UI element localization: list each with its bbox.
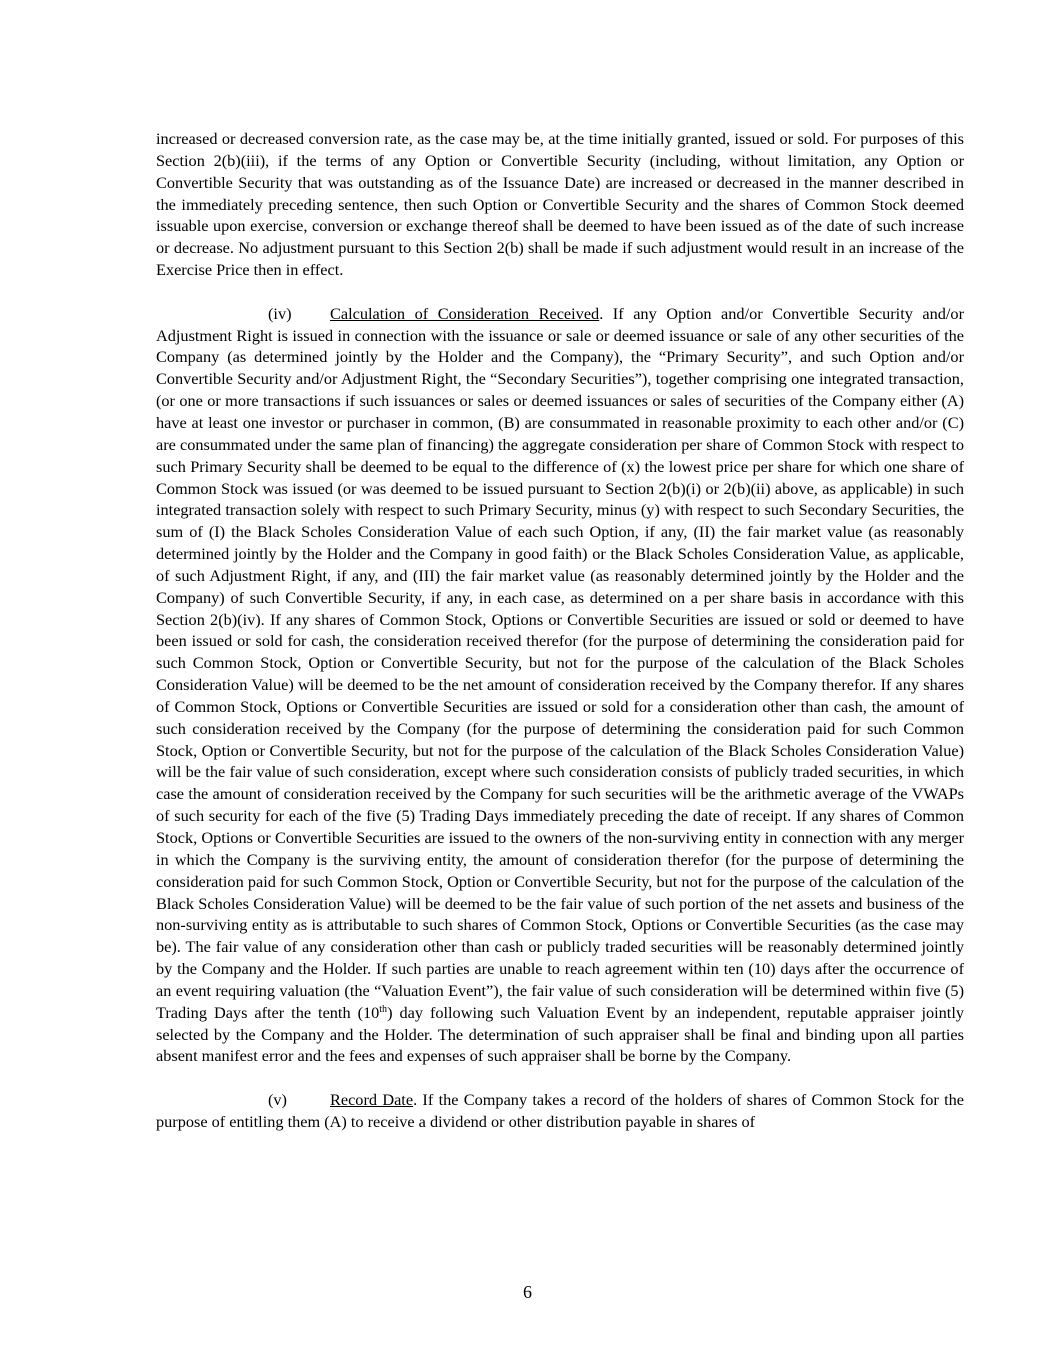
section-v-number: (v) xyxy=(268,1090,287,1110)
document-body xyxy=(156,128,964,1133)
section-iv-body-continued: ) day following such Valuation Event by an independent, reputable appraiser jointly selected by the Company and the Holder. The determination of such appraiser shall be final and binding upon all parties absent manifest error and the fees and expenses of such appraiser shall be borne by the Company. xyxy=(156,1002,964,1066)
section-iv-body: . If any Option and/or Convertible Security and/or Adjustment Right is issued in connection with the issuance or sale or deemed issuance or sale of any other securities of the Company (as determined jointly by the Holder and the Company), the “Primary Security”, and such Option and/or Convertible Security and/or Adjustment Right, the “Secondary Securities”), together comprising one integrated transaction, (or one or more transactions if such issuances or sales or deemed issuances or sales of securities of the Company either (A) have at least one investor or purchaser in common, (B) are consummated in reasonable proximity to each other and/or (C) are consummated under the same plan of financing) the aggregate consideration per share of Common Stock with respect to such Primary Security shall be deemed to be equal to the difference of (x) the lowest price per share for which one share of Common Stock was issued (or was deemed to be issued pursuant to Section 2(b)(i) or 2(b)(ii) above, as applicable) in such integrated transaction solely with respect to such Primary Security, minus (y) with respect to such Secondary Securities, the sum of (I) the Black Scholes Consideration Value of each such Option, if any, (II) the fair market value (as reasonably determined jointly by the Holder and the Company in good faith) or the Black Scholes Consideration Value, as applicable, of such Adjustment Right, if any, and (III) the fair market value (as reasonably determined jointly by the Holder and the Company) of such Convertible Security, if any, in each case, as determined on a per share basis in accordance with this Section 2(b)(iv). If any shares of Common Stock, Options or Convertible Securities are issued or sold or deemed to have been issued or sold for cash, the consideration received therefor (for the purpose of determining the consideration paid for such Common Stock, Option or Convertible Security, but not for the purpose of the calculation of the Black Scholes Consideration Value) will be deemed to be the net amount of consideration received by the Company therefor. If any shares of Common Stock, Options or Convertible Securities are issued or sold for a consideration other than cash, the amount of such consideration received by the Company (for the purpose of determining the consideration paid for such Common Stock, Option or Convertible Security, but not for the purpose of the calculation of the Black Scholes Consideration Value) will be the fair value of such consideration, except where such consideration consists of publicly traded securities, in which case the amount of consideration received by the Company for such securities will be the arithmetic average of the VWAPs of such security for each of the five (5) Trading Days immediately preceding the date of receipt. If any shares of Common Stock, Options or Convertible Securities are issued to the owners of the non-surviving entity in connection with any merger in which the Company is the surviving entity, the amount of consideration therefor (for the purpose of determining the consideration paid for such Common Stock, Option or Convertible Security, but not for the purpose of the calculation of the Black Scholes Consideration Value) will be deemed to be the fair value of such portion of the net assets and business of the non-surviving entity as is attributable to such shares of Common Stock, Options or Convertible Securities (as the case may be). The fair value of any consideration other than cash or publicly traded securities will be reasonably determined jointly by the Company and the Holder. If such parties are unable to reach agreement within ten (10) days after the occurrence of an event requiring valuation (the “Valuation Event”), the fair value of such consideration will be determined within five (5) Trading Days after the tenth (10 xyxy=(156,303,964,1022)
section-v-paragraph xyxy=(156,1089,964,1133)
section-v-body: . If the Company takes a record of the holders of shares of Common Stock for the purpose of entitling them (A) to receive a dividend or other distribution payable in shares of xyxy=(156,1090,965,1131)
page-number: 6 xyxy=(523,1282,532,1302)
section-v-heading: Record Date xyxy=(330,1090,414,1110)
section-iv-heading: Calculation of Consideration Received xyxy=(330,303,600,323)
section-iv-number: (iv) xyxy=(268,303,292,323)
ordinal-superscript: th xyxy=(379,1003,388,1015)
section-iv-paragraph xyxy=(156,303,964,1068)
paragraph-continuation: increased or decreased conversion rate, as the case may be, at the time initially granted, issued or sold. For purposes of this Section 2(b)(iii), if the terms of any Option or Convertible Security (including, without limitation, any Option or Convertible Security that was outstanding as of the Issuance Date) are increased or decreased in the manner described in the immediately preceding sentence, then such Option or Convertible Security and the shares of Common Stock deemed issuable upon exercise, conversion or exchange thereof shall be deemed to have been issued as of the date of such increase or decrease. No adjustment pursuant to this Section 2(b) shall be made if such adjustment would result in an increase of the Exercise Price then in effect. xyxy=(156,129,964,280)
